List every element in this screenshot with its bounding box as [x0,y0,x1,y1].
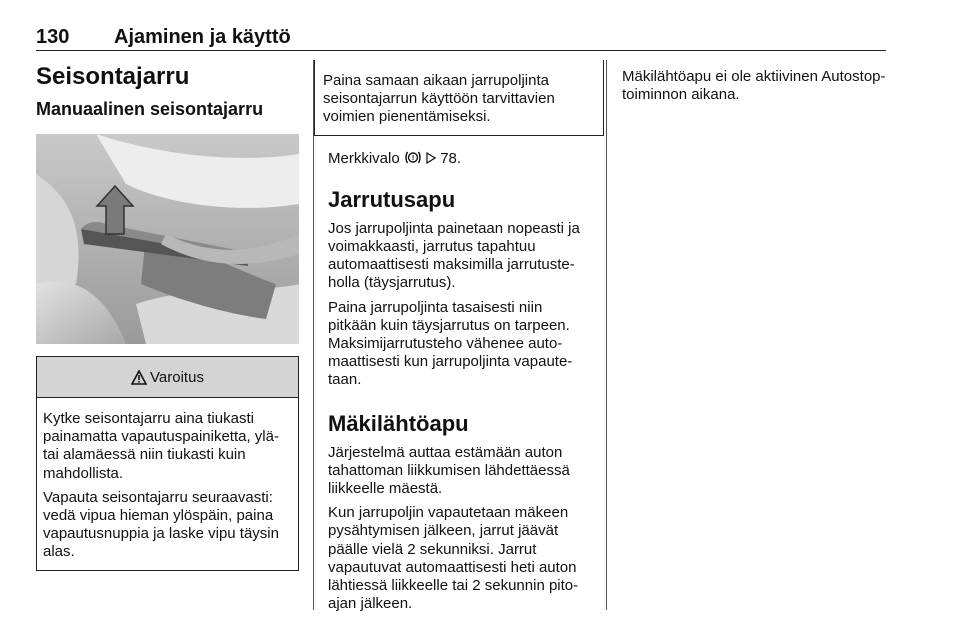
column-divider [313,60,314,610]
column-middle [323,60,590,613]
page-number: 130 [36,26,70,48]
brake-indicator-icon [404,150,422,165]
column-divider [606,60,607,610]
warning-box [36,356,299,571]
indicator-page-ref: 78. [440,149,462,167]
warning-header [37,356,298,398]
makilahtoapu-paragraph: Kun jarrupoljin vapautetaan mäkeen pysähtymisen jälkeen, jarrut jäävät päälle vielä 2 sekunniksi. Jarrut vapautuvat automaattisesti heti auton lähtiessä liikkeelle tai 2 sekunnin pitoajan jälkeen. [328,504,579,613]
subsection-title: Manuaalinen seisontajarru [36,99,264,119]
warning-paragraph: Vapauta seisontajarru seuraavasti: vedä vipua hieman ylöspäin, paina vapautusnuppia ja laske vipu täysin alas. [43,488,279,561]
makilahtoapu-paragraph: Järjestelmä auttaa estämään auton tahattoman liikkumisen lähdettäessä liikkeelle mäestä. [328,443,570,498]
note-text: Paina samaan aikaan jarrupoljinta seisontajarrun käyttöön tarvittavien voimien pienentämiseksi. [323,72,555,126]
column-right [622,60,886,104]
section-title: Seisontajarru [36,63,190,90]
svg-text:!: ! [411,154,415,162]
handbrake-photo [36,134,299,344]
note-box [314,60,604,136]
makilahtoapu-title: Mäkilähtöapu [328,410,469,436]
indicator-label: Merkkivalo [328,149,400,167]
column-right-paragraph: Mäkilähtöapu ei ole aktiivinen Autostop-toiminnon aikana. [622,68,886,104]
warning-triangle-icon [131,370,147,385]
warning-paragraph: Kytke seisontajarru aina tiukasti painamatta vapautuspainiketta, ylä- tai alamäessä niin tiukasti kuin mahdollista. [43,410,279,482]
warning-title: Varoitus [150,368,204,386]
jarrutusapu-title: Jarrutusapu [328,186,456,212]
warning-body [37,398,298,570]
page-reference-arrow-icon [426,152,436,164]
jarrutusapu-paragraph: Jos jarrupoljinta painetaan nopeasti ja voimakkaasti, jarrutus tapahtuu automaattisesti maksimilla jarrutusteholla (täysjarrutus). [328,219,580,292]
chapter-title: Ajaminen ja käyttö [114,26,291,48]
column-left [36,60,299,571]
jarrutusapu-paragraph: Paina jarrupoljinta tasaisesti niin pitkään kuin täysjarrutus on tarpeen. Maksimijarrutusteho vähenee automaattisesti kun jarrupoljinta vapautetaan. [328,298,573,389]
indicator-line [328,150,590,168]
page-header [36,22,886,51]
